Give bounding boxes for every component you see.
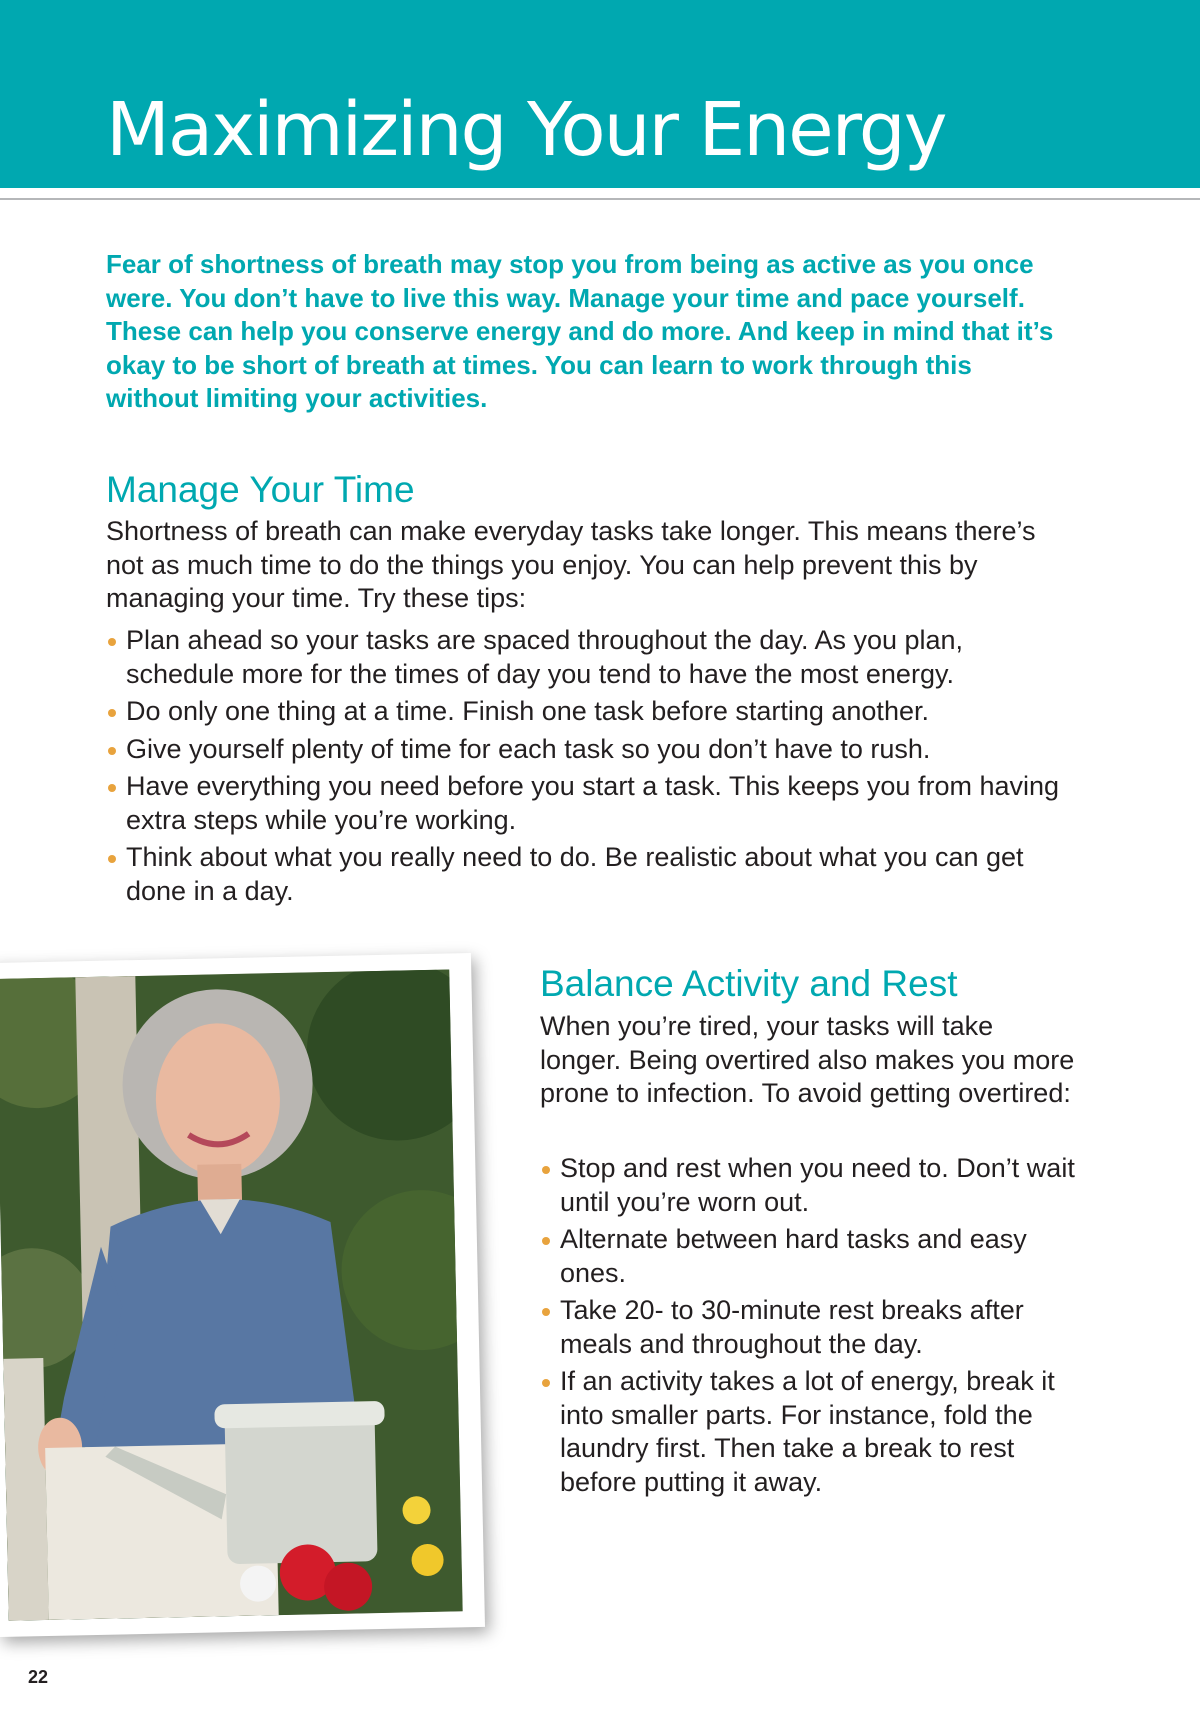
woman-gardening-photo — [0, 969, 463, 1620]
header-band — [0, 0, 1200, 188]
tip-text: Alternate between hard tasks and easy ones. — [560, 1224, 1027, 1288]
bullet-icon — [542, 1308, 550, 1316]
bullet-icon — [542, 1237, 550, 1245]
photo-frame — [0, 953, 485, 1637]
bullet-icon — [108, 747, 116, 755]
list-item — [106, 624, 1066, 691]
header-divider — [0, 198, 1200, 200]
tip-text: Think about what you really need to do. Be realistic about what you can get done in a day. — [126, 842, 1024, 906]
manage-time-heading: Manage Your Time — [106, 469, 415, 510]
bullet-icon — [108, 784, 116, 792]
photo-illustration — [0, 969, 463, 1620]
balance-body: When you’re tired, your tasks will take longer. Being overtired also makes you more prone to infection. To avoid getting overtired: — [540, 1011, 1075, 1108]
tip-text: If an activity takes a lot of energy, break it into smaller parts. For instance, fold the laundry first. Then take a break to rest before putting it away. — [560, 1366, 1055, 1497]
tip-text: Plan ahead so your tasks are spaced throughout the day. As you plan, schedule more for the times of day you tend to have the most energy. — [126, 625, 964, 689]
bullet-icon — [108, 855, 116, 863]
list-item — [540, 1152, 1080, 1219]
page-number: 22 — [28, 1667, 49, 1687]
page-title: Maximizing Your Energy — [106, 87, 946, 173]
bullet-icon — [108, 638, 116, 646]
tip-text: Stop and rest when you need to. Don’t wait until you’re worn out. — [560, 1153, 1075, 1217]
tip-text: Have everything you need before you start a task. This keeps you from having extra steps while you’re working. — [126, 771, 1060, 835]
list-item — [106, 770, 1066, 837]
manage-time-tips-list — [106, 624, 1066, 912]
list-item — [106, 733, 1066, 767]
intro-paragraph: Fear of shortness of breath may stop you from being as active as you once were. You don’t have to live this way. Manage your time and pace yourself. These can help you conserve energy and do more. And keep in mind that it’s okay to be short of breath at times. You can learn to work through this without limiting your activities. — [106, 249, 1054, 413]
bullet-icon — [108, 709, 116, 717]
balance-tips-list — [540, 1152, 1080, 1503]
list-item — [540, 1294, 1080, 1361]
tip-text: Do only one thing at a time. Finish one task before starting another. — [126, 696, 929, 726]
list-item — [106, 841, 1066, 908]
bullet-icon — [542, 1166, 550, 1174]
manage-time-body: Shortness of breath can make everyday tasks take longer. This means there’s not as much time to do the things you enjoy. You can help prevent this by managing your time. Try these tips: — [106, 516, 1036, 613]
balance-heading: Balance Activity and Rest — [540, 963, 958, 1004]
bullet-icon — [542, 1379, 550, 1387]
list-item — [106, 695, 1066, 729]
tip-text: Give yourself plenty of time for each task so you don’t have to rush. — [126, 733, 931, 764]
list-item — [540, 1223, 1080, 1290]
tip-text: Take 20- to 30-minute rest breaks after meals and throughout the day. — [560, 1295, 1024, 1359]
list-item — [540, 1365, 1080, 1499]
